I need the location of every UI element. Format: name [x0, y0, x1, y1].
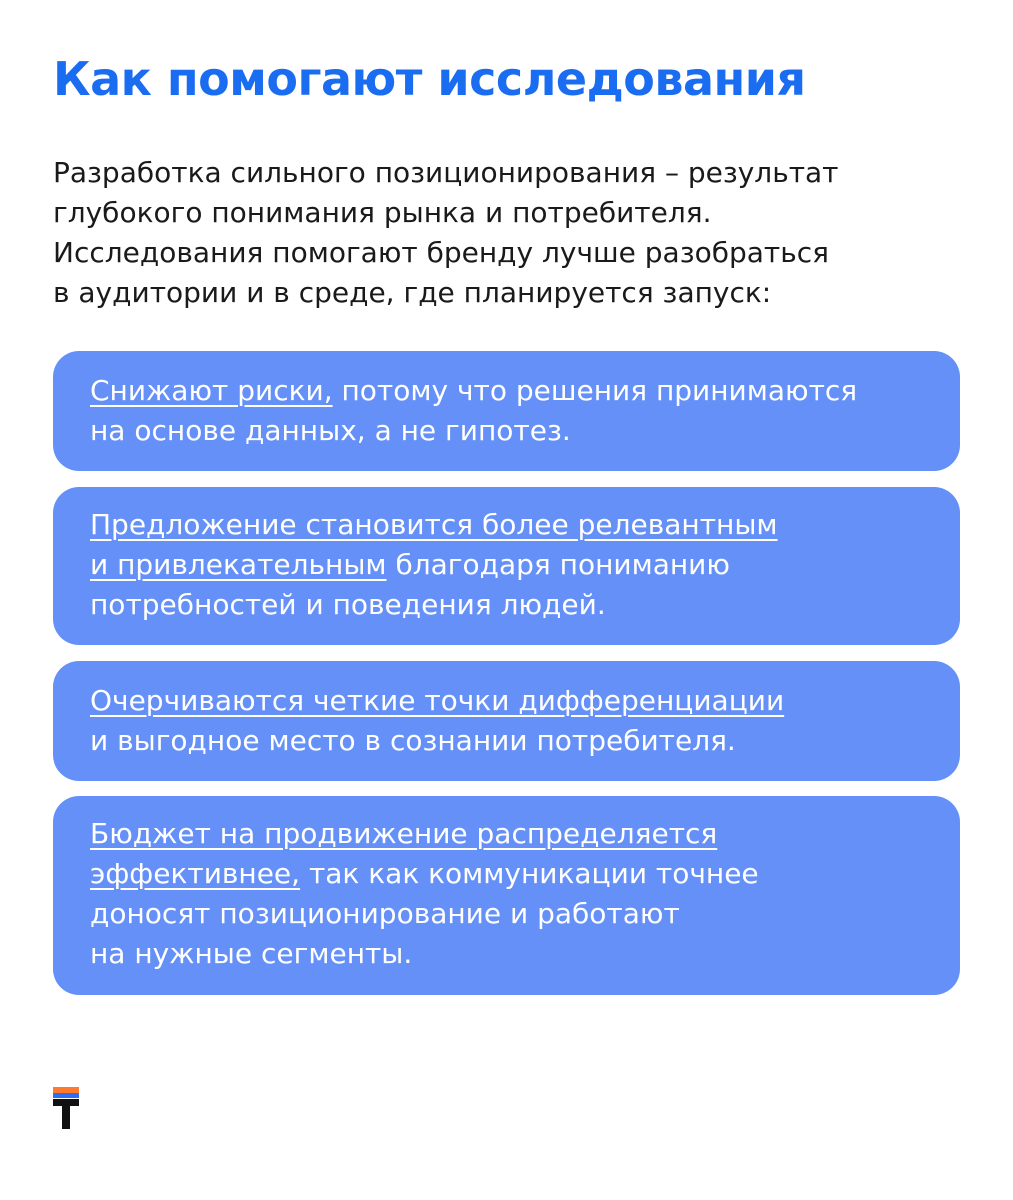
intro-line: глубокого понимания рынка и потребителя. [53, 196, 712, 229]
card-text: потому что решения принимаются [332, 374, 858, 407]
card-line [90, 371, 940, 411]
t-brand-logo-icon [53, 1087, 79, 1129]
card-line: на нужные сегменты. [90, 937, 413, 970]
benefit-card-reduce-risks [53, 351, 960, 471]
logo-blue-stripe [53, 1093, 79, 1098]
intro-line: Разработка сильного позиционирования – результат [53, 156, 839, 189]
card-line [90, 814, 940, 854]
card-highlight: и привлекательным [90, 548, 387, 581]
card-line: и выгодное место в сознании потребителя. [90, 724, 736, 757]
card-highlight: Очерчиваются четкие точки дифференциации [90, 684, 785, 717]
card-highlight: Снижают риски, [90, 374, 333, 407]
card-line: доносят позиционирование и работают [90, 897, 680, 930]
intro-paragraph [53, 153, 953, 313]
benefit-card-relevance [53, 487, 960, 645]
card-text: так как коммуникации точнее [300, 857, 759, 890]
benefit-card-differentiation [53, 661, 960, 781]
card-highlight: Бюджет на продвижение распределяется [90, 817, 718, 850]
card-line [90, 505, 940, 545]
page-title: Как помогают исследования [53, 52, 806, 106]
card-text: благодаря пониманию [386, 548, 730, 581]
card-line [90, 545, 940, 585]
intro-line: в аудитории и в среде, где планируется запуск: [53, 276, 772, 309]
card-line [90, 854, 940, 894]
card-highlight: Предложение становится более релевантным [90, 508, 778, 541]
card-highlight: эффективнее, [90, 857, 301, 890]
card-line: потребностей и поведения людей. [90, 588, 606, 621]
card-line: на основе данных, а не гипотез. [90, 414, 571, 447]
intro-line: Исследования помогают бренду лучше разобраться [53, 236, 829, 269]
logo-t-stem [62, 1099, 70, 1129]
benefit-card-budget [53, 796, 960, 995]
card-line [90, 681, 940, 721]
